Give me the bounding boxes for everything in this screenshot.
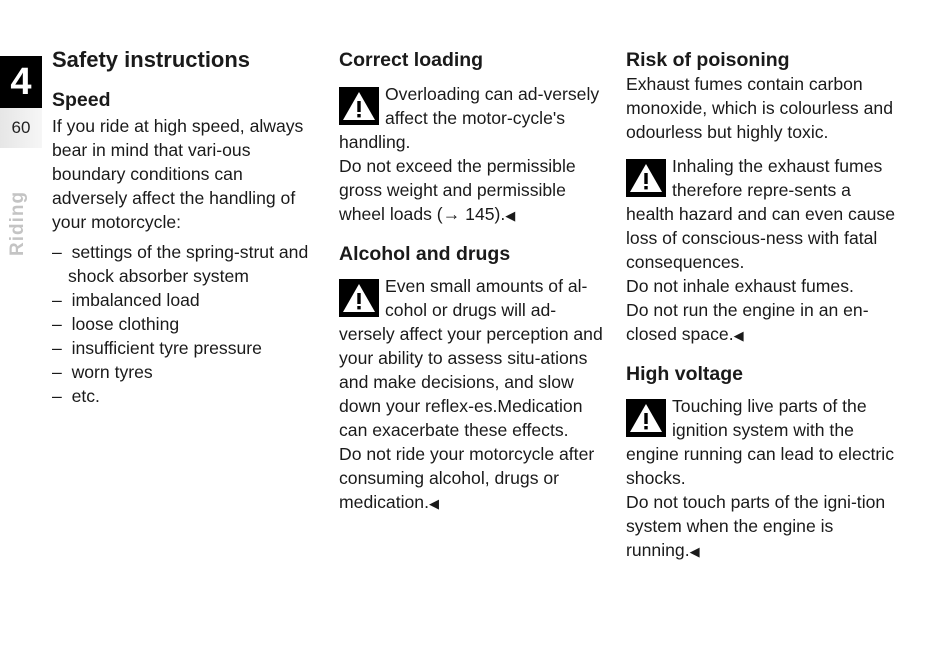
poisoning-warning-text: Inhaling the exhaust fumes therefore repre-sents a health hazard and can even cause loss of conscious-ness with fatal consequences. (626, 156, 895, 272)
voltage-heading: High voltage (626, 363, 744, 385)
poisoning-instruction-2: Do not run the engine in an en-closed space.◀ (626, 300, 869, 344)
page-title: Safety instructions (52, 47, 251, 72)
poisoning-heading: Risk of poisoning (626, 49, 790, 71)
page-number: 60 (11, 118, 31, 137)
voltage-warning-text: Touching live parts of the ignition system with the engine running can lead to electric shocks. (626, 396, 894, 488)
poisoning-instruction-1: Do not inhale exhaust fumes. (626, 276, 854, 296)
list-item: – loose clothing (52, 312, 317, 336)
alcohol-instruction: Do not ride your motorcycle after consuming alcohol, drugs or medication.◀ (339, 444, 595, 512)
alcohol-warning-block (339, 274, 607, 442)
speed-conditions-list (52, 240, 317, 408)
warning-triangle-icon (626, 399, 666, 437)
speed-intro: If you ride at high speed, always bear in mind that vari-ous boundary conditions can adversely affect the handling of your motorcycle: (52, 116, 304, 232)
column-poisoning-voltage (626, 44, 898, 564)
end-of-section-icon: ◀ (428, 496, 439, 511)
list-item: – settings of the spring-strut and shock absorber system (52, 240, 317, 288)
loading-instruction: Do not exceed the permissible gross weight and permissible wheel loads (→ 145).◀ (339, 156, 576, 224)
loading-warning-block (339, 82, 607, 154)
chapter-number: 4 (10, 60, 32, 103)
page-number-tab (0, 108, 42, 148)
list-item: – worn tyres (52, 360, 317, 384)
loading-warning-text: Overloading can ad-versely affect the motor-cycle's handling. (339, 84, 600, 152)
list-item: – imbalanced load (52, 288, 317, 312)
alcohol-warning-text: Even small amounts of al-cohol or drugs will ad-versely affect your perception and your ability to assess situ-ations and make decisions, and slow down your reflex-es.Medication can exacerbate these effects. (339, 276, 603, 440)
speed-heading: Speed (52, 89, 111, 111)
end-of-section-icon: ◀ (505, 208, 516, 223)
warning-triangle-icon (626, 159, 666, 197)
reference-page: 145). (465, 204, 506, 224)
end-of-section-icon: ◀ (733, 328, 744, 343)
end-of-section-icon: ◀ (689, 544, 700, 559)
loading-heading: Correct loading (339, 49, 484, 71)
reference-arrow-icon: → (442, 204, 461, 224)
poisoning-intro: Exhaust fumes contain carbon monoxide, which is colourless and odourless but highly toxic. (626, 74, 893, 142)
voltage-warning-block (626, 394, 898, 490)
alcohol-heading: Alcohol and drugs (339, 243, 511, 265)
chapter-number-tab (0, 56, 42, 108)
column-speed (52, 44, 317, 408)
list-item: – insufficient tyre pressure (52, 336, 317, 360)
voltage-instruction: Do not touch parts of the igni-tion system when the engine is running.◀ (626, 492, 886, 560)
poisoning-warning-block (626, 154, 898, 274)
warning-triangle-icon (339, 87, 379, 125)
warning-triangle-icon (339, 279, 379, 317)
column-loading-alcohol (339, 44, 607, 516)
list-item: – etc. (52, 384, 317, 408)
section-side-label: Riding (7, 190, 28, 256)
